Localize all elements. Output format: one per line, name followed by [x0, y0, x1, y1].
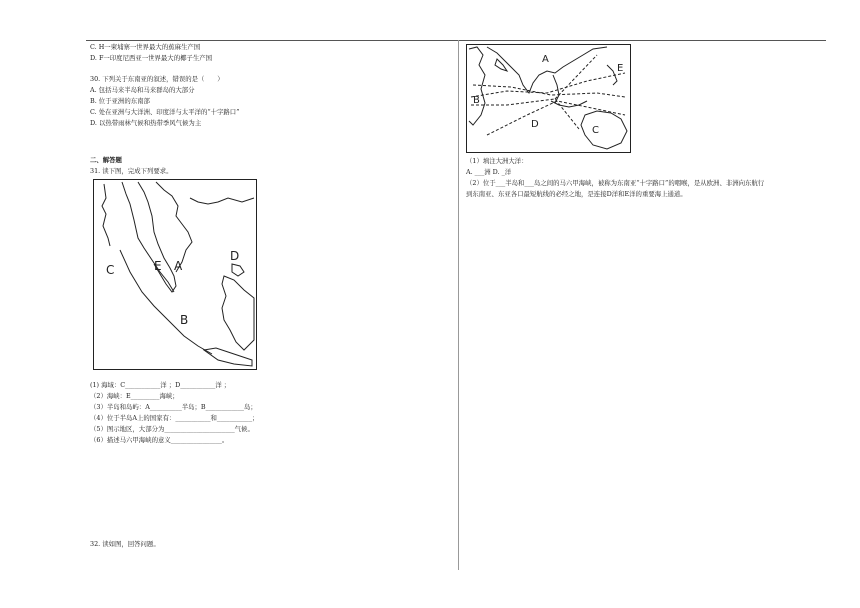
q30-option-b: B. 位于亚洲的东南部	[90, 97, 150, 105]
routes-label-b: B	[473, 95, 480, 106]
asia-routes-map	[466, 44, 631, 153]
coastline-west	[102, 184, 110, 246]
q31-item-1: (1) 海域：C___________洋 ；D___________洋 ；	[90, 381, 231, 389]
routes-label-a: A	[542, 54, 549, 65]
q31-stem: 31. 读下图，完成下列要求。	[90, 167, 173, 175]
column-divider	[458, 40, 459, 570]
q30-option-a: A. 包括马来半岛和马来群岛的大部分	[90, 86, 195, 94]
q32-item-2-line2: 到东南亚、东亚各口最短航线的必经之地，是连接D洋和E洋的重要海上通道。	[466, 190, 687, 198]
routes-label-e: E	[617, 63, 624, 74]
q32-stem: 32. 读如图，回答问题。	[90, 540, 160, 548]
coastline-malay-peninsula	[138, 182, 176, 292]
section-title: 二、解答题	[90, 156, 122, 164]
q32-item-1-answers: A. ___洲 D. _洋	[466, 168, 512, 176]
island-small	[232, 264, 244, 276]
coastline-sumatra	[122, 182, 174, 292]
coastline-sumatra-south	[120, 250, 212, 354]
map-label-e: E	[154, 259, 162, 273]
island-south	[204, 348, 252, 366]
q31-item-2: （2）海峡：E_________海峡；	[90, 392, 179, 400]
australia	[581, 111, 627, 149]
routes-label-d: D	[531, 119, 539, 130]
q31-item-4: （4）位于半岛A上的国家有：___________和___________；	[90, 414, 259, 422]
q32-item-2-line1: （2）位于___半岛和___岛之间的马六甲海峡，被称为东南亚“十字路口”的咽喉，是从欧洲、非洲向东航行	[466, 179, 765, 187]
map-label-d: D	[230, 249, 240, 263]
southeast-asia-map	[93, 179, 257, 370]
southeast-asia-map-drawing	[94, 180, 256, 369]
q29-option-c: C. H一柬埔寨一世界最大的蕉麻生产国	[90, 43, 201, 51]
q32-item-1: （1）填注大洲大洋：	[466, 157, 528, 165]
routes-label-c: C	[592, 125, 599, 136]
map-label-b: B	[180, 313, 189, 327]
africa-coast	[469, 47, 485, 125]
malay-peninsula	[553, 75, 559, 103]
island-east	[222, 276, 254, 350]
q30-option-d: D. 以热带雨林气候和热带季风气候为主	[90, 119, 202, 127]
q31-item-6: （6）描述马六甲海峡的意义________________。	[90, 436, 229, 444]
coastline-north	[190, 198, 254, 204]
q29-option-d: D. F一印度尼西亚一世界最大的椰子生产国	[90, 54, 213, 62]
map-label-c: C	[106, 263, 115, 277]
map-label-a: A	[174, 259, 183, 273]
q30-option-c: C. 处在亚洲与大洋洲、印度洋与太平洋的“十字路口”	[90, 108, 240, 116]
q31-item-5: （5）图示地区，大部分为______________________气候。	[90, 425, 254, 433]
shipping-routes	[471, 55, 625, 135]
q31-item-3: （3）半岛和岛屿：A__________半岛；B____________岛；	[90, 403, 257, 411]
header-rule	[86, 40, 826, 41]
q30-stem: 30. 下列关于东南亚的叙述，错误的是（ ）	[90, 75, 224, 83]
asia-routes-map-drawing	[467, 45, 630, 152]
